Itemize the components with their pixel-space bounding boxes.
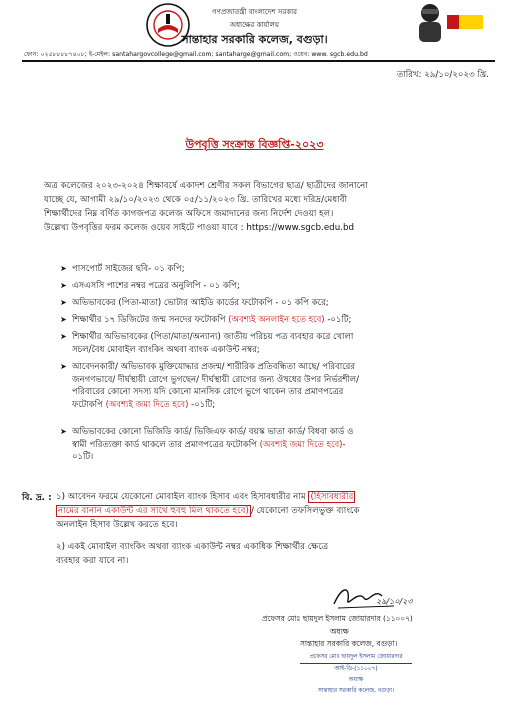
paragraph-line: যাচ্ছে যে, আগামী ২৯/১০/২০২৩ থেকে ০৫/১১/২০২৩ খ্রি. তারিখের মধ্যে দরিদ্র/মেধাবী [44, 195, 348, 205]
list-item: ➤ শিক্ষার্থীর ১৭ ডিজিটের জন্ম সনদের ফটোকপি (অবশ্যই অনলাইন হতে হবে) -০১টি; [60, 315, 352, 325]
official-stamp [300, 652, 412, 697]
list-item: ➤ অভিভাবকের কোনো ভিজিডি কার্ড/ ভিজিএফ কার্ড/ বয়স্ক ভাতা কার্ড/ বিধবা কার্ড ও স্বামী পরিত্যক্তা কার্ড থাকলে তার প্রমাণপত্রের ফটোকপি (অবশ্যই জমা দিতে হবে)- ০১টি। [60, 427, 354, 462]
notice-title: উপবৃত্তি সংক্রান্ত বিজ্ঞপ্তি-২০২৩ [185, 138, 324, 151]
stamp-line: সান্তাহার সরকারি কলেজ, বগুড়া। [317, 688, 395, 694]
stamp-line: অধ্যক্ষ [348, 677, 364, 683]
college-name: সান্তাহার সরকারি কলেজ, বগুড়া। [181, 33, 328, 46]
paragraph-line: শিক্ষার্থীদের নিম্ন বর্ণিত কাগজপত্র কলেজ অফিসে জমাদানের জন্য নির্দেশ দেওয়া হল। [44, 209, 334, 219]
signatory-designation: অধ্যক্ষ [330, 627, 349, 636]
header-govt: গণপ্রজাতন্ত্রী বাংলাদেশ সরকার [212, 8, 297, 16]
header-divider [22, 60, 495, 62]
list-item: ➤ এসএসসি পাশের নম্বর পত্রের অনুলিপি - ০১ কপি; [60, 281, 240, 291]
header-office: অধ্যক্ষের কার্যালয় [230, 21, 279, 29]
note-1: ১) আবেদন ফরমে যেকোনো মোবাইল ব্যাংক হিসাব এবং হিসাবধারীর নাম (হিসাবধারীর নামের বানান একাউন্ট এর সাথে হুবহু মিল থাকতে হবে) / যেকোনো তফসিলভুক্ত ব্যাংকে অনলাইন হিসাব উল্লেখ করতে হবে। [56, 492, 360, 530]
header-contact: ফোন: ০২৫৮৮৮৮৭৪০৮; ই-মেইল: santahargovcollege@gmail.com; santaharge@gmail.com; ওয়েব: www. sgcb.edu.bd [24, 51, 368, 58]
list-item: ➤ শিক্ষার্থীর অভিভাবকের (পিতা/মাতা/অন্যান্য) জাতীয় পরিচয় পত্র ব্যবহার করে খোলা সচল/বৈধ মোবাইল ব্যাংকিং অথবা ব্যাংক একাউন্ট নম্বর; [60, 332, 354, 355]
signatory-name: প্রফেসর মোঃ ছায়দুল ইসলাম জোয়ারদার (১১০০৭) [262, 614, 413, 623]
note-label: বি. দ্র. : [22, 493, 52, 503]
paragraph-line: অত্র কলেজের ২০২৩-২০২৪ শিক্ষাবর্ষে একাদশ শ্রেণীর সকল বিভাগের ছাত্র/ ছাত্রীদের জানানো [44, 181, 368, 191]
list-item: ➤ অভিভাবকের (পিতা-মাতা) ভোটার আইডি কার্ডের ফটোকপি - ০১ কপি করে; [60, 298, 329, 308]
list-item: ➤ আবেদনকারী/ অভিভাবক মুক্তিযোদ্ধার প্রজন্ম/ শারীরিক প্রতিবন্ধিতা আছে/ পরিবারের জনগণভাবে/ দীর্ঘস্থায়ী রোগে ভুগছেন/ দীর্ঘস্থায়ী রোগের জন্য ঔষধের উপর নির্ভরশীল/ পরিবারের কোনো সদস্য যদি কোনো মানসিক রোগে ভুগে থাকেন তার প্রমাণপত্রের ফটোকপি (অবশ্যই জমা দিতে হবে) -০১টি; [60, 362, 360, 410]
signatory-college: সান্তাহার সরকারি কলেজ, বগুড়া। [300, 639, 398, 648]
stamp-line: আই-ডি-(১১০০৭) [334, 666, 378, 672]
signature-date: ২৯/১০/২৩ [376, 597, 413, 606]
notice-date: তারিখ: ২৯/১০/২০২৩ খ্রি. [396, 70, 489, 80]
list-item: ➤ পাসপোর্ট সাইজের ছবি- ০১ কপি; [60, 264, 185, 274]
stamp-line: প্রফেসর মোঃ ছায়দুল ইসলাম জোয়ারদার [300, 652, 412, 664]
paragraph-line: উল্লেখ্য উপবৃত্তির ফরম কলেজ ওয়েব সাইটে পাওয়া যাবে : https://www.sgcb.edu.bd [44, 223, 354, 233]
note-2: ২) একই মোবাইল ব্যাংকিং অথবা ব্যাংক একাউন্ট নম্বর একাধিক শিক্ষার্থীর ক্ষেত্রে ব্যবহার করা যাবে না। [56, 542, 329, 566]
